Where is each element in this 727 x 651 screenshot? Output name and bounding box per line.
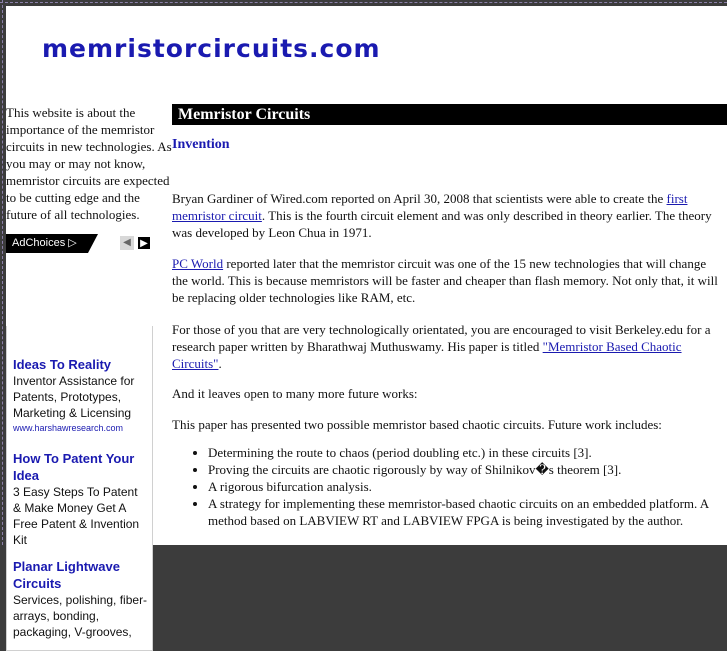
list-item: • Proving the circuits are chaotic rigorously by way of Shilnikov�s theorem [3]. [208,461,724,478]
paragraph-berkeley: For those of you that are very technologically orientated, you are encouraged to visit Berkeley.edu for a research paper written by Bharathwaj Muthuswamy. His paper is titled "Memristor Based Chaotic Circuits". [172,322,711,371]
ad-description: Services, polishing, fiber-arrays, bonding, packaging, V-grooves, [13,593,148,639]
list-item: • A rigorous bifurcation analysis. [208,478,724,495]
ad-url[interactable]: www.harshawresearch.com [13,423,124,433]
first-memristor-circuit-link[interactable]: first memristor circuit [172,191,688,223]
ad-description: Inventor Assistance for Patents, Prototypes, Marketing & Licensing [13,374,135,420]
sidebar [6,104,172,639]
site-logo[interactable]: memristorcircuits.com [42,34,381,63]
page [6,6,727,639]
paragraph-pcworld: PC World reported later that the memristor circuit was one of the 15 new technologies that will change the world. This is because memristors will be faster and cheaper than flash memory. Not only that, it will be replacing older technologies like RAM, etc. [172,256,718,305]
list-item: • Determining the route to chaos (period doubling etc.) in these circuits [3]. [208,444,724,461]
ad-item[interactable] [13,356,148,435]
ad-unit [6,326,153,651]
ad-title-link[interactable]: Ideas To Reality [13,357,112,372]
future-work-list [208,444,724,529]
section-heading-invention: Invention [172,137,230,152]
paragraph-future-works: And it leaves open to many more future works: [172,386,418,401]
main-content [172,104,727,529]
site-intro-text: This website is about the importance of the memristor circuits in new technologies. As you may or may not know, memristor circuits are expected to be cutting edge and the future of all technologies. [6,105,172,222]
chaotic-circuits-paper-link[interactable]: "Memristor Based Chaotic Circuits" [172,339,682,371]
adchoices-button[interactable] [6,234,88,253]
ad-choices-bar [6,234,153,253]
header-banner [6,6,727,98]
ad-item[interactable] [13,558,148,640]
ad-title-link[interactable]: How To Patent Your Idea [13,451,135,483]
list-item: • A strategy for implementing these memristor-based chaotic circuits on an embedded platform. A method based on LABVIEW RT and LABVIEW FPGA is being investigated by the author. [208,495,724,529]
adchoices-icon: ▷ [68,237,77,249]
ad-prev-button[interactable]: ◀ [120,236,134,250]
ad-next-button[interactable]: ▶ [137,236,151,250]
paragraph-paper-summary: This paper has presented two possible memristor based chaotic circuits. Future work includes: [172,417,662,432]
ad-item[interactable] [13,450,148,548]
pc-world-link[interactable]: PC World [172,256,224,271]
paragraph-wired: Bryan Gardiner of Wired.com reported on April 30, 2008 that scientists were able to create the first memristor circuit. This is the fourth circuit element and was only described in theory earlier. The theory was developed by Leon Chua in 1971. [172,191,712,240]
page-title: Memristor Circuits [172,104,727,125]
ad-description: 3 Easy Steps To Patent & Make Money Get A Free Patent & Invention Kit [13,485,140,547]
ad-title-link[interactable]: Planar Lightwave Circuits [13,559,120,591]
adchoices-label: AdChoices [12,237,66,249]
